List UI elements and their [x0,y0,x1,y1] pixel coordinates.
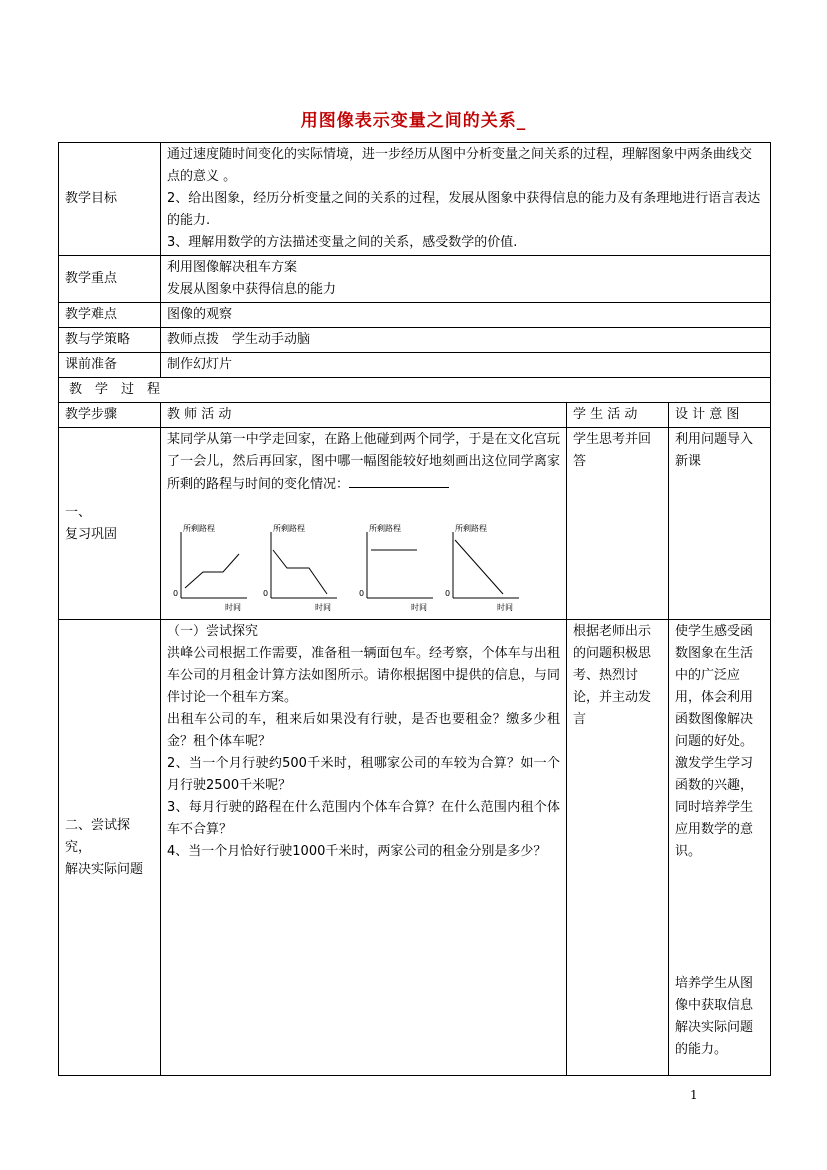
section2-paragraph-4: 3、每月行驶的路程在什么范围内个体车合算？在什么范围内租个体车不合算？ [167,800,560,837]
origin-label: 0 [359,589,365,598]
section2-teacher [161,620,567,1076]
goal-content [161,143,771,256]
origin-label: 0 [445,589,451,598]
goal-line-2: 2、给出图象，经历分析变量之间的关系的过程，发展从图象中获得信息的能力及有条理地进行语言表达的能力. [167,191,761,228]
graph-d [439,520,531,616]
distance-curve [273,550,327,594]
section2-student: 根据老师出示的问题积极思考、热烈讨论，并主动发言 [567,620,669,1076]
header-teacher: 教 师 活 动 [161,403,567,428]
section1-step-line1: 一、 [65,504,92,520]
y-axis-label: 所剩路程 [183,524,215,533]
goal-line-3: 3、理解用数学的方法描述变量之间的关系，感受数学的价值. [167,235,518,250]
section2-paragraph-1: 洪峰公司根据工作需要，准备租一辆面包车。经考察，个体车与出租车公司的月租金计算方法如图所示。请你根据图中提供的信息，与同伴讨论一个租车方案。 [167,646,560,705]
y-axis-label: 所剩路程 [455,524,487,533]
distance-curve [185,554,239,588]
y-axis-label: 所剩路程 [273,524,305,533]
row-key-point [59,256,771,303]
page-number: 1 [690,1088,698,1102]
row-prep [59,353,771,378]
section1-design: 利用问题导入新课 [669,428,771,620]
section2-paragraph-2: 出租车公司的车，租来后如果没有行驶，是否也要租金？缴多少租金？租个体车呢？ [167,712,560,749]
distance-curve [455,540,503,594]
origin-label: 0 [263,589,269,598]
header-student: 学 生 活 动 [567,403,669,428]
header-design: 设 计 意 图 [669,403,771,428]
graph-a [167,520,259,616]
x-axis-label: 时间 [315,603,331,612]
section2-step [59,620,161,1076]
goal-label: 教学目标 [59,143,161,256]
prep-label: 课前准备 [59,353,161,378]
y-axis-label: 所剩路程 [369,524,401,533]
graph-options [167,520,560,616]
x-axis-label: 时间 [411,603,427,612]
answer-blank [349,473,449,488]
row-difficulty [59,303,771,328]
origin-label: 0 [173,589,179,598]
row-section-explore [59,620,771,1076]
header-step: 教学步骤 [59,403,161,428]
difficulty-label: 教学难点 [59,303,161,328]
row-section-review [59,428,771,620]
key-line-1: 利用图像解决租车方案 [167,260,298,275]
section2-paragraph-3: 2、当一个月行驶约500千米时，租哪家公司的车较为合算？如一个月行驶2500千米呢？ [167,756,560,793]
row-headers [59,403,771,428]
section2-paragraph-5: 4、当一个月恰好行驶1000千米时，两家公司的租金分别是多少？ [167,844,547,859]
row-strategy [59,328,771,353]
section2-design-1: 使学生感受函数图象在生活中的广泛应用，体会利用函数图像解决问题的好处。激发学生学习函数的兴趣，同时培养学生应用数学的意识。 [675,624,754,859]
x-axis-label: 时间 [225,603,241,612]
section2-step-line1: 二、尝试探究， [65,817,131,855]
section1-step-line2: 复习巩固 [65,526,118,542]
document-title: 用图像表示变量之间的关系_ [300,111,527,131]
section2-design [669,620,771,1076]
x-axis-label: 时间 [497,603,513,612]
key-line-2: 发展从图象中获得信息的能力 [167,282,337,297]
section2-subtitle: （一）尝试探究 [167,624,259,639]
section1-step [59,428,161,620]
section2-step-line2: 解决实际问题 [65,861,144,877]
strategy-value: 教师点拨 学生动手动脑 [161,328,771,353]
goal-line-1: 通过速度随时间变化的实际情境，进一步经历从图中分析变量之间关系的过程，理解图象中两条曲线交点的意义 。 [167,147,753,184]
graph-b [257,520,349,616]
key-label: 教学重点 [59,256,161,303]
section1-question-text: 某同学从第一中学走回家，在路上他碰到两个同学，于是在文化宫玩了一会儿，然后再回家，图中哪一幅图能较好地刻画出这位同学离家所剩的路程与时间的变化情况： [167,432,560,492]
lesson-plan-table [58,142,771,1076]
row-goal [59,143,771,256]
section1-student: 学生思考并回答 [567,428,669,620]
prep-value: 制作幻灯片 [161,353,771,378]
difficulty-value: 图像的观察 [161,303,771,328]
process-label: 教 学 过 程 [59,378,771,403]
section2-design-2: 培养学生从图像中获取信息解决实际问题的能力。 [675,976,754,1057]
strategy-label: 教与学策略 [59,328,161,353]
graph-c [353,520,445,616]
key-content [161,256,771,303]
section1-teacher [161,428,567,620]
section1-question [167,429,560,496]
row-process [59,378,771,403]
